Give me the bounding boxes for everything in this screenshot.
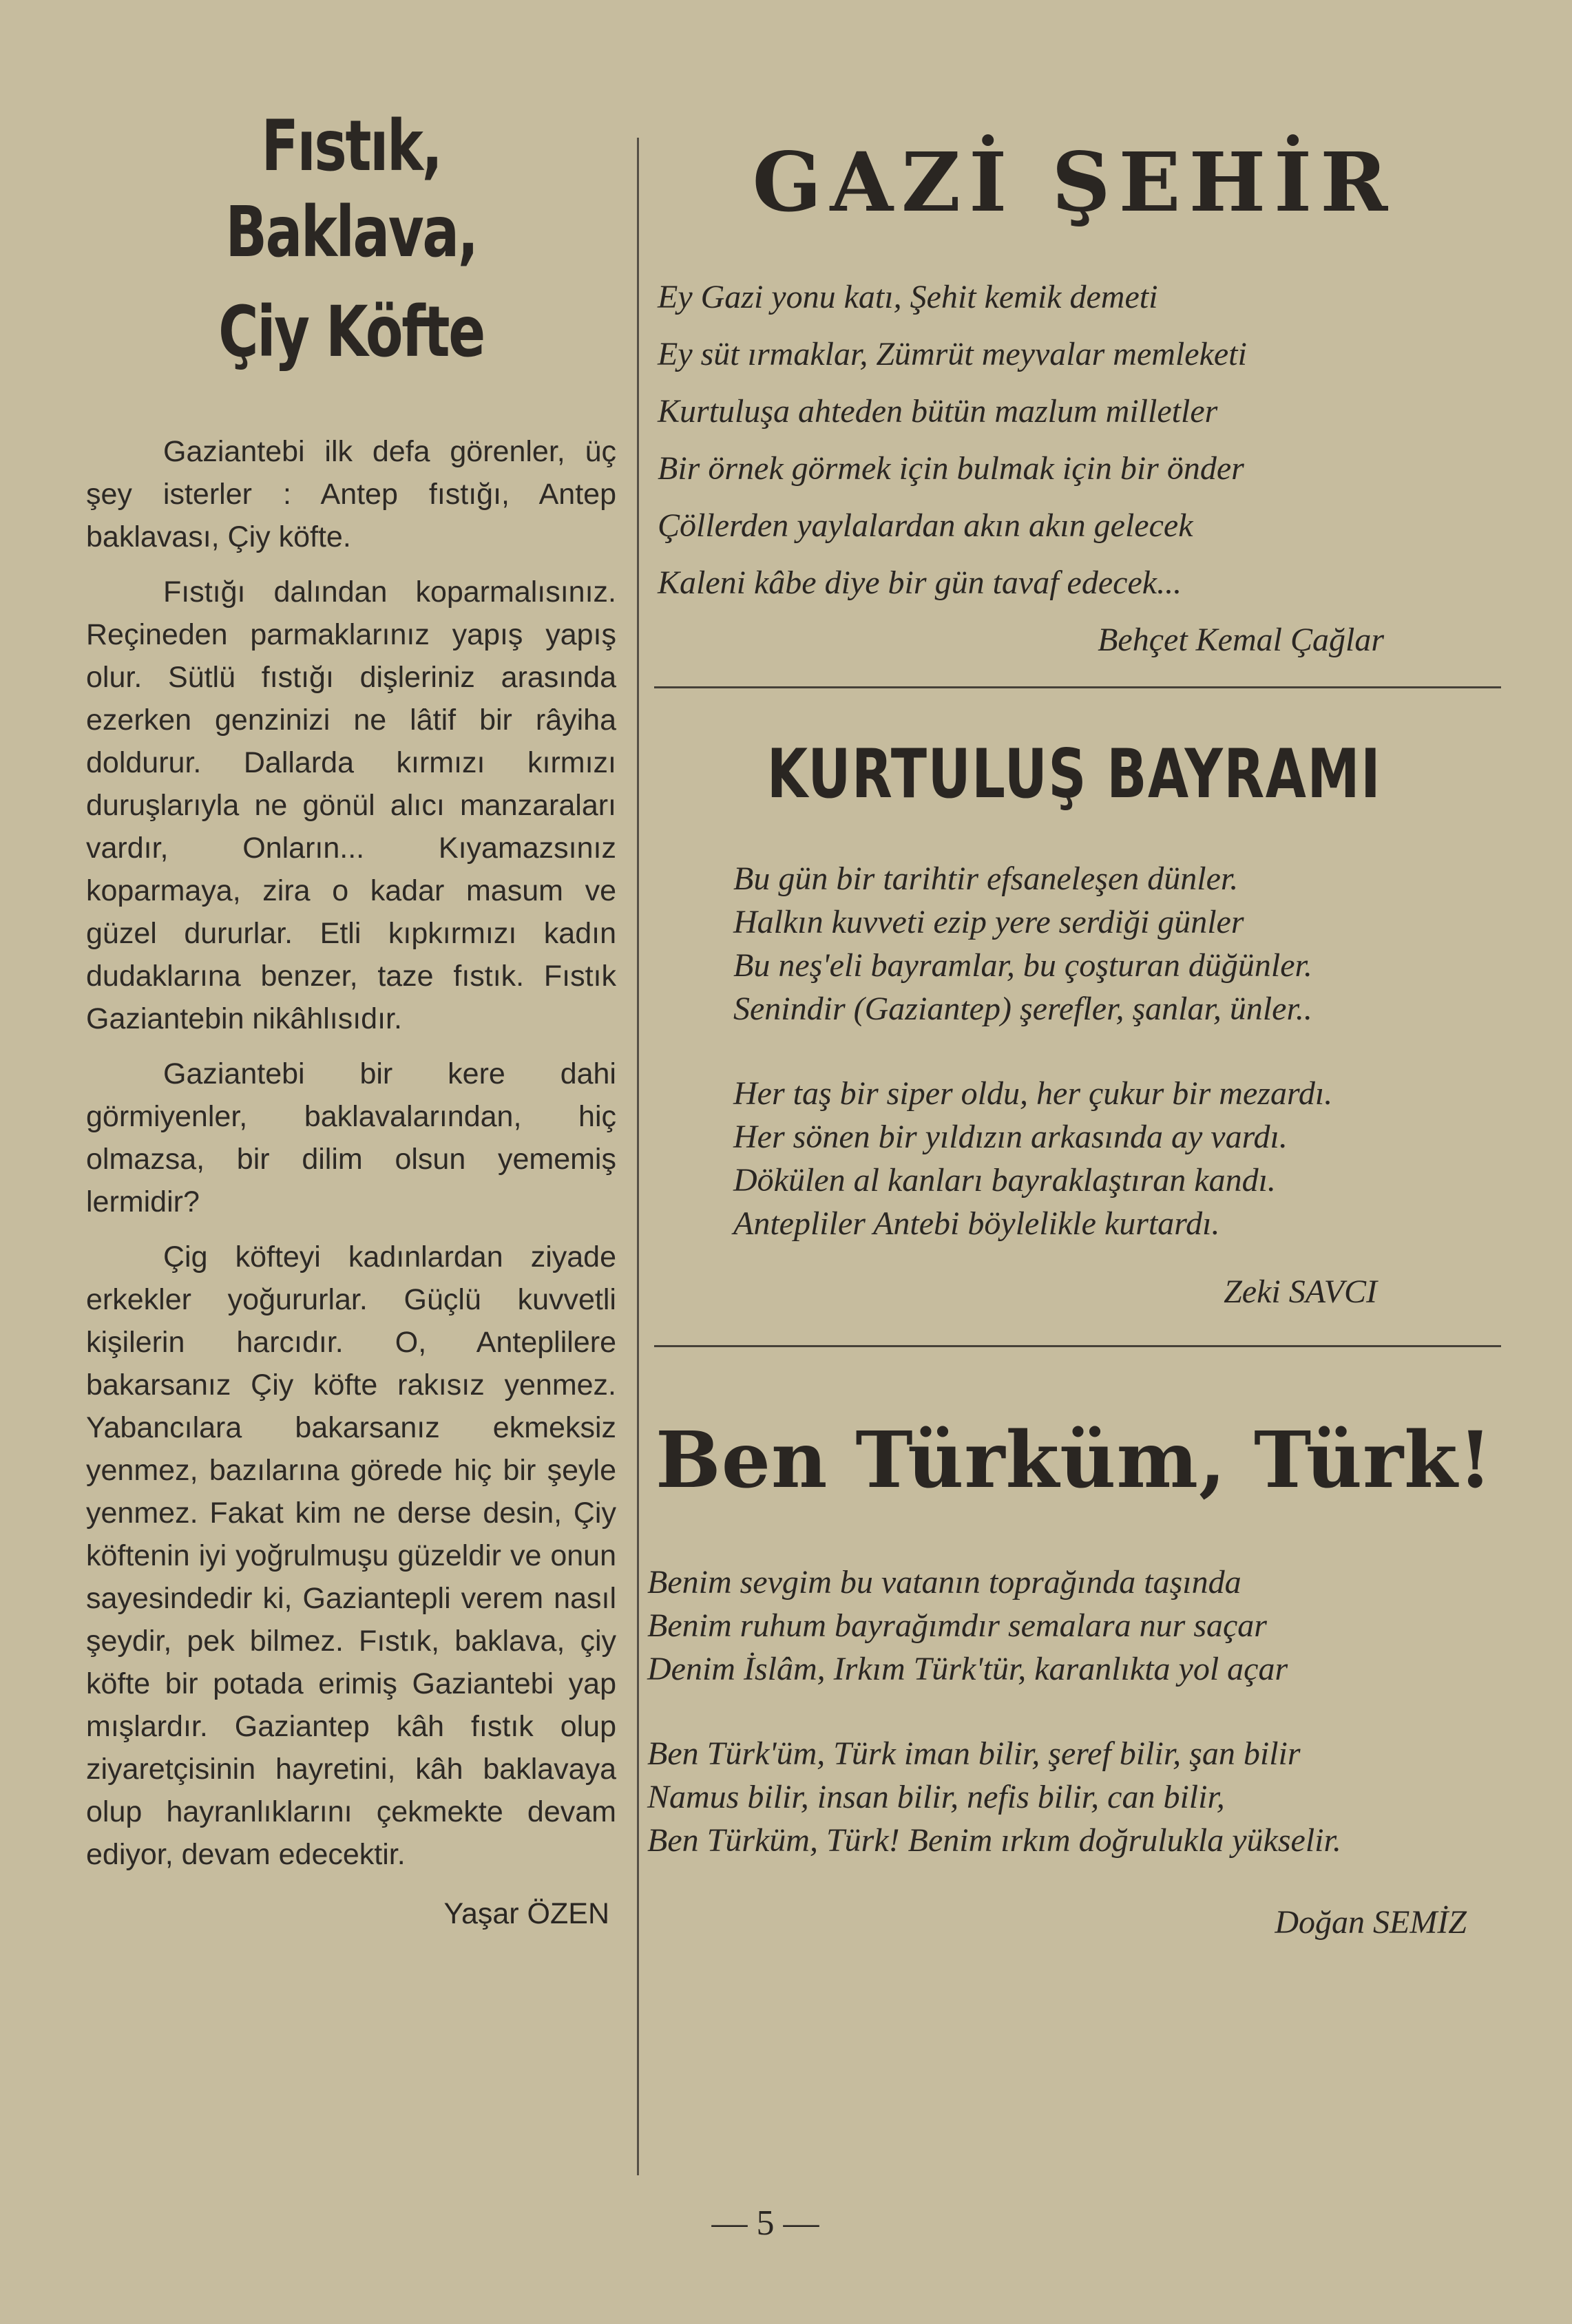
poem-line: Benim ruhum bayrağımdır semalara nur saçar [647,1607,1267,1644]
article-title-line-2: Çiy Köfte [218,291,484,373]
poem-author: Behçet Kemal Çağlar [1098,622,1384,658]
poem-author: Zeki SAVCI [1224,1274,1377,1310]
poem-line: Denim İslâm, Irkım Türk'tür, karanlıkta yol açar [647,1651,1288,1687]
poem-stanza-1 [647,1561,1501,1691]
gazi-sehir-poem [647,131,1501,659]
article-title-line-1: Fıstık, Baklava, [225,105,477,273]
poem-line: Namus bilir, insan bilir, nefis bilir, can bilir, [647,1779,1225,1815]
poem-line: Senindir (Gaziantep) şerefler, şanlar, ünler.. [733,991,1312,1027]
poem-lines [647,268,1501,611]
poem-line: Bir örnek görmek için bulmak için bir önder [658,450,1244,487]
poem-stanza-2 [647,1732,1501,1862]
poem-line: Her taş bir siper oldu, her çukur bir mezardı. [733,1075,1333,1112]
poem-line: Her sönen bir yıldızın arkasında ay vardı. [733,1119,1288,1155]
page-number-text: — 5 — [711,2204,819,2243]
poem-line: Antepliler Antebi böylelikle kurtardı. [733,1205,1220,1242]
poem-line: Bu gün bir tarihtir efsaneleşen dünler. [733,860,1239,897]
poem-line: Benim sevgim bu vatanın toprağında taşında [647,1564,1241,1601]
article-author: Yaşar ÖZEN [443,1897,609,1930]
section-divider [654,686,1501,688]
kurtulus-bayrami-poem [647,730,1501,1311]
column-divider [637,138,639,2175]
fistik-article [86,103,616,1935]
poem-author: Doğan SEMİZ [1275,1904,1467,1941]
poem-line: Kaleni kâbe diye bir gün tavaf edecek... [658,564,1182,601]
article-body [86,430,616,1876]
article-paragraph: Gaziantebi bir kere dahi görmiyenler, baklavalarından, hiç olmazsa, bir dilim olsun yememiş lermidir? [86,1057,616,1218]
poem-line: Kurtuluşa ahteden bütün mazlum milletler [658,393,1218,430]
poem-line: Ben Türküm, Türk! Benim ırkım doğrulukla yükselir. [647,1822,1341,1859]
poem-line: Ben Türk'üm, Türk iman bilir, şeref bilir, şan bilir [647,1735,1301,1772]
poem-line: Ey Gazi yonu katı, Şehit kemik demeti [658,279,1158,315]
poem-line: Dökülen al kanları bayraklaştıran kandı. [733,1162,1276,1198]
article-paragraph: Gaziantebi ilk defa görenler, üç şey isterler : Antep fıstığı, Antep baklavası, Çiy köfte. [86,435,616,553]
poem-line: Halkın kuvveti ezip yere serdiği günler [733,904,1244,940]
article-paragraph: Çig köfteyi kadınlardan ziyade erkekler yoğururlar. Güçlü kuvvetli kişilerin harcıdır. O, Anteplilere bakarsanız Çiy köfte rakısız yenmez. Yabancılara bakarsanız ekmeksiz yenmez, bazılarına görede hiç bir şeyle yenmez. Fakat kim ne derse desin, Çiy köftenin iyi yoğrulmuşu güzeldir ve onun sayesindedir ki, Gaziantepli verem nasıl şeydir, pek bilmez. Fıstık, baklava, çiy köfte bir potada erimiş Gaziantebi yap mışlardır. Gaziantep kâh fıstık olup ziyaretçisinin hayretini, kâh baklavaya olup hayranlıklarını çekmekte devam ediyor, devam edecektir. [86,1240,616,1871]
poem-stanza-1 [647,857,1501,1031]
poem-line: Ey süt ırmaklar, Zümrüt meyvalar memleketi [658,336,1247,372]
poem-title: Ben Türküm, Türk! [656,1415,1493,1506]
poem-line: Bu neş'eli bayramlar, bu çoşturan düğünler. [733,947,1312,984]
section-divider [654,1345,1501,1347]
poem-title: GAZİ ŞEHİR [752,134,1396,230]
poem-title: KURTULUŞ BAYRAMI [766,735,1382,814]
article-title [145,103,558,375]
ben-turkum-poem [647,1409,1501,1941]
page-number [0,2203,1572,2243]
article-paragraph: Fıstığı dalından koparmalısınız. Reçineden parmaklarınız yapış yapış olur. Sütlü fıstığı dişleriniz arasında ezerken genzinizi ne lâtif bir râyiha doldurur. Dallarda kırmızı kırmızı duruşlarıyla ne gönül alıcı manzaraları vardır, Onların... Kıyamazsınız koparmaya, zira o kadar masum ve güzel dururlar. Etli kıpkırmızı kadın dudaklarına benzer, taze fıstık. Fıstık Gaziantebin nikâhlısıdır. [86,575,616,1035]
poem-stanza-2 [647,1072,1501,1245]
poems-column [647,131,1501,1941]
poem-line: Çöllerden yaylalardan akın akın gelecek [658,507,1193,544]
